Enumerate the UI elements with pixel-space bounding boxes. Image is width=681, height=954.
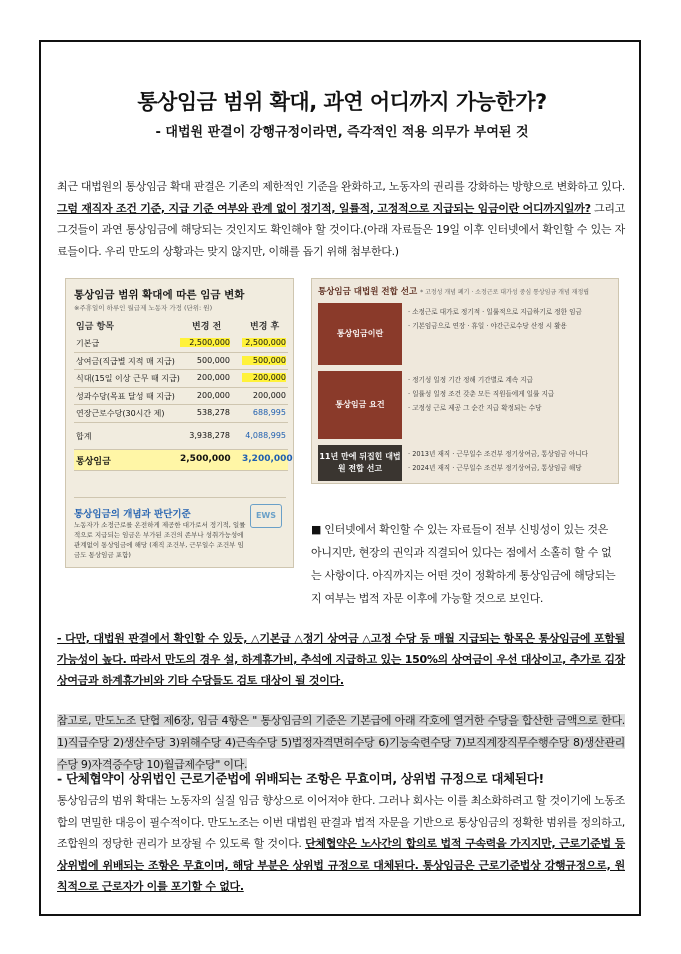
wage-after-value: 2,500,000 — [242, 338, 286, 347]
wage-after-value: 3,200,000 — [242, 453, 293, 464]
ruling-section-label: 통상임금이란 — [318, 303, 402, 365]
dash-paragraph — [57, 628, 625, 691]
wage-table-note: ※주휴일이 하루인 월급제 노동자 가정 (단위: 원) — [74, 304, 213, 312]
ruling-section-items — [408, 305, 612, 333]
wage-item-label: 식대(15일 이상 근무 때 지급) — [76, 374, 180, 383]
wage-after-value: 688,995 — [252, 408, 286, 417]
header-item: 임금 항목 — [76, 322, 114, 332]
ruling-section — [318, 371, 614, 439]
wage-table-title: 통상임금 범위 확대에 따른 임금 변화 — [74, 289, 245, 301]
table-row — [74, 335, 288, 353]
table-row — [74, 388, 288, 406]
ruling-section-label: 11년 만에 뒤집힌 대법원 전합 선고 — [318, 445, 402, 481]
concept-title: 통상임금의 개념과 판단기준 — [74, 509, 191, 520]
ruling-section-items — [408, 447, 612, 475]
wage-after-value: 200,000 — [252, 390, 286, 400]
table-row — [74, 370, 288, 388]
ruling-section-items — [408, 373, 612, 415]
document-title: 통상임금 범위 확대, 과연 어디까지 가능한가? — [137, 90, 547, 114]
intro-text-1: 최근 대법원의 통상임금 확대 판결은 기존의 제한적인 기준을 완화하고, 노동자의 권리를 강화하는 방향으로 변화하고 있다. — [57, 180, 625, 193]
wage-before-value: 2,500,000 — [180, 338, 230, 347]
reference-paragraph-text: 참고로, 만도노조 단협 제6장, 임금 4항은 " 통상임금의 기준은 기본급에 아래 각호에 열거한 수당을 합산한 금액으로 한다. 1)직급수당 2)생산수당 3)위해수당 4)근속수당 5)법정자격면허수당 6)기능숙련수당 7)보직계장직무수행수당 8)생산관리수당 9)자격증수당 10)월급제수당" 이다. — [57, 714, 625, 771]
table-row-final — [74, 450, 293, 471]
concept-text: 노동자가 소정근로를 온전하게 제공한 대가로서 정기적, 일률적으로 지급되는 임금은 부가된 조건의 존부나 성취가능성에 관계없이 통상임금에 해당 (재직 조건부, 근무일수 조건부 임금도 통상임금 포함) — [74, 521, 246, 559]
wage-table-rows — [74, 335, 293, 471]
wage-after-value: 500,000 — [242, 356, 286, 365]
wage-before-value: 200,000 — [196, 390, 230, 400]
wage-before-value: 2,500,000 — [180, 453, 231, 464]
table-row-total — [74, 423, 288, 450]
bullet-note: ■ 인터넷에서 확인할 수 있는 자료들이 전부 신빙성이 있는 것은 아니지만, 현장의 권익과 직결되어 있다는 점에서 소홀히 할 수 없는 사항이다. 아직까지는 어떤 것이 정확하게 통상임금에 해당되는지 여부는 법적 자문 이후에 가능할 것으로 보인다. — [311, 523, 616, 605]
ruling-item: · 2013년 재직 · 근무일수 조건부 정기상여금, 통상임금 아니다 — [408, 450, 588, 458]
document-icon: EWS — [250, 504, 282, 528]
reference-paragraph — [57, 710, 625, 776]
final-text-2: 단체협약은 노사간의 합의로 법적 구속력을 가지지만, 근로기준법 등 상위법에 위배되는 조항은 무효이며, 해당 부분은 상위법 규정으로 대체된다. 통상임금은 근로기준법상 강행규정으로, 원칙적으로 근로자가 이를 포기할 수 없다. — [57, 837, 625, 893]
intro-paragraph — [57, 176, 625, 262]
header-before: 변경 전 — [192, 322, 222, 332]
table-row — [74, 405, 288, 423]
wage-item-label: 기본급 — [76, 339, 100, 348]
ruling-summary-figure — [311, 278, 619, 484]
ruling-item: · 2024년 재직 · 근무일수 조건부 정기상여금, 통상임금 해당 — [408, 464, 582, 472]
wage-after-value: 200,000 — [242, 373, 286, 382]
table-row — [74, 353, 288, 371]
ruling-section-label: 통상임금 요건 — [318, 371, 402, 439]
wage-item-label: 상여금(직급별 지적 매 지급) — [76, 356, 175, 366]
ruling-section — [318, 445, 614, 481]
dash-paragraph-text: - 다만, 대법원 판결에서 확인할 수 있듯, △기본급 △정기 상여금 △고정 수당 등 매월 지급되는 항목은 통상임금에 포함될 가능성이 높다. 따라서 만도의 경우 설, 하계휴가비, 추석에 지급하고 있는 150%의 상여금이 우선 대상이고, 추가로 김장 상여금과 하계휴가비와 기타 수당들도 검토 대상이 될 것이다. — [57, 632, 625, 687]
final-paragraph — [57, 790, 625, 898]
ruling-item: · 정기성 일정 기간 정해 기간별로 계속 지급 — [408, 376, 534, 384]
ruling-section — [318, 303, 614, 365]
header-after: 변경 후 — [250, 322, 280, 332]
section-heading: - 단체협약이 상위법인 근로기준법에 위배되는 조항은 무효이며, 상위법 규정으로 대체된다! — [57, 771, 544, 786]
wage-item-label: 통상임금 — [76, 456, 111, 467]
wage-after-value: 4,088,995 — [245, 430, 286, 440]
wage-item-label: 합계 — [76, 431, 92, 441]
ruling-header-title: 통상임금 대법원 전합 선고 — [318, 287, 418, 297]
ruling-item: · 기본임금으로 연장 · 휴일 · 야간근로수당 산정 시 활용 — [408, 322, 567, 330]
final-text-1: 통상임금의 범위 확대는 노동자의 실질 임금 향상으로 이어져야 한다. 그러나 회사는 이를 최소화하려고 할 것이기에 노동조합의 면밀한 대응이 필수적이다. 만도노조는 이번 대법원 판결과 법적 자문을 기반으로 통상임금의 정확한 범위를 정의하고, 조합원의 정당한 권리가 보장될 수 있도록 할 것이다. — [57, 794, 625, 850]
ruling-item: · 고정성 근로 제공 그 순간 지급 확정되는 수당 — [408, 404, 542, 412]
wage-item-label: 연장근로수당(30시간 제) — [76, 409, 165, 418]
document-subtitle: - 대법원 판결이 강행규정이라면, 즉각적인 적용 의무가 부여된 것 — [155, 125, 529, 140]
document-frame — [39, 40, 641, 916]
wage-before-value: 500,000 — [196, 355, 230, 365]
wage-before-value: 538,278 — [196, 408, 230, 417]
ruling-header — [318, 285, 614, 297]
wage-before-value: 3,938,278 — [189, 430, 230, 440]
wage-before-value: 200,000 — [196, 373, 230, 382]
wage-item-label: 성과수당(목표 달성 때 지급) — [76, 391, 175, 401]
intro-text-2: 그리고 그것들이 과연 통상임금에 해당되는 것인지도 확인해야 할 것이다.(아래 자료들은 19일 이후 인터넷에서 확인할 수 있는 자료들이다. 우리 만도의 상황과는 맞지 않지만, 이해를 돕기 위해 첨부한다.) — [57, 201, 625, 258]
ruling-header-sub: * 고정성 개념 폐기 · 소정근로 대가성 중심 통상임금 개념 재정립 — [420, 289, 590, 296]
intro-question: 그럼 재직자 조건 기준, 지급 기준 여부와 관계 없이 정기적, 일률적, 고정적으로 지급되는 임금이란 어디까지일까? — [57, 201, 591, 215]
ruling-item: · 일률성 일정 조건 갖춘 모든 직원들에게 일률 지급 — [408, 390, 555, 398]
wage-change-table-figure — [65, 278, 294, 568]
concept-box — [74, 497, 286, 562]
ruling-item: · 소정근로 대가로 정기적 · 일률적으로 지급하기로 정한 임금 — [408, 308, 582, 316]
